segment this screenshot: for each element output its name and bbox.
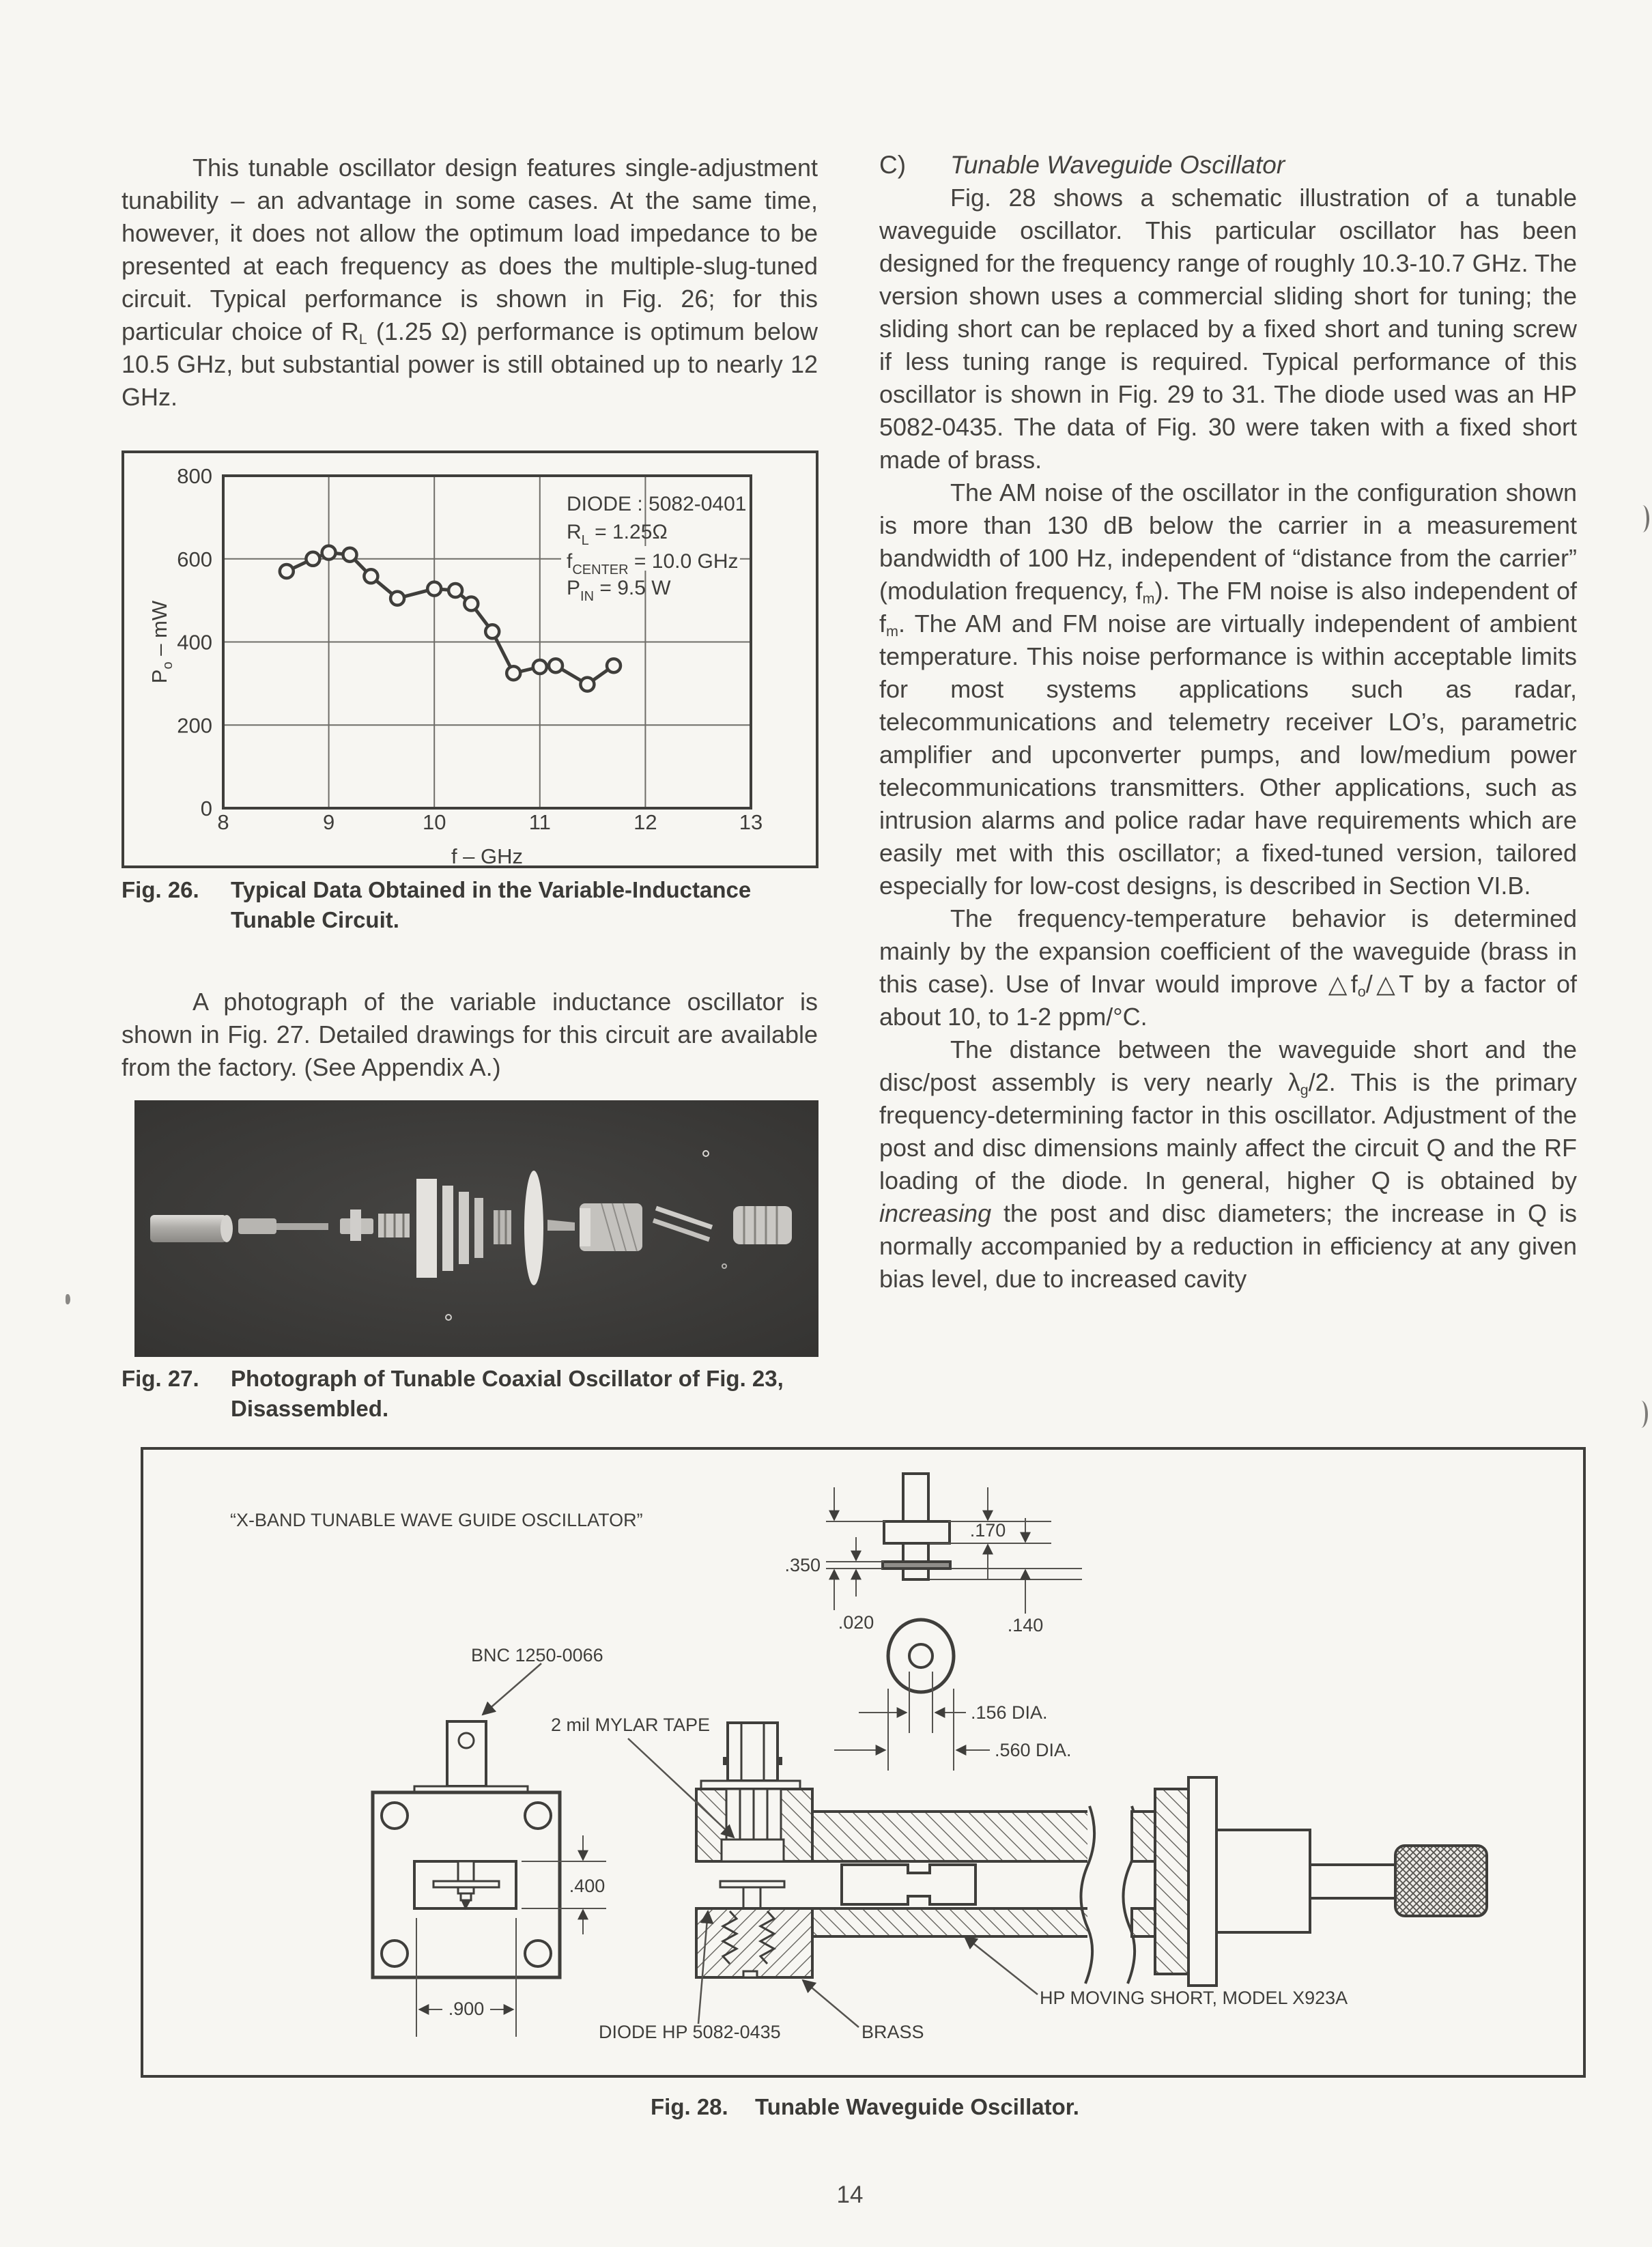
post-disc-detail: [883, 1474, 950, 1579]
legend-load-resistance: $R_L = 1.25\Omega$: [567, 521, 668, 548]
paragraph-text: This tunable oscillator design features single-adjustment tunability – an advantage in some cases. At the same time, however, it does not allow the optimum load impedance to be presented at each frequency as does the multiple-slug-tuned circuit. Typical performance is shown in Fig. 26; for this particular choice of R: [122, 154, 818, 345]
x-tick-label: 12: [633, 810, 657, 834]
x-tick-label: 10: [422, 810, 446, 834]
dim-400: .400: [569, 1876, 606, 1896]
paragraph-text: ). The FM noise is also independent of f: [879, 577, 1578, 638]
data-point: [533, 660, 547, 674]
knurled-knob: [1395, 1846, 1487, 1916]
data-point: [507, 666, 520, 680]
figure-label: Fig. 27.: [122, 1366, 199, 1391]
figure-caption-text: Typical Data Obtained in the Variable-Inductance Tunable Circuit.: [231, 877, 752, 932]
figure-26-chart: [122, 450, 818, 868]
label-bnc: BNC 1250-0066: [471, 1645, 603, 1665]
subscript: m: [1142, 590, 1155, 607]
x-tick-label: 11: [528, 810, 551, 834]
subscript: L: [358, 330, 367, 348]
paragraph-text: /2. This is the primary frequency-determining factor in this oscillator. Adjustment of the post and disc dimensions mainly affect the circuit Q and the RF loading of the diode. In general, higher Q is obtained by: [879, 1068, 1577, 1194]
data-point: [306, 552, 319, 566]
paragraph: [879, 1033, 1577, 1296]
paragraph-text: the post and disc diameters; the increase in Q is normally accompanied by a reduction in efficiency at any given bias level, due to increased cavity: [879, 1199, 1577, 1293]
x-tick-label: 8: [217, 810, 229, 834]
legend-center-frequency: $f_{CENTER} = 10.0$ GHz: [567, 550, 739, 577]
dim-560: .560 DIA.: [995, 1740, 1072, 1760]
data-point: [607, 659, 621, 672]
section-heading: [879, 149, 1577, 182]
data-point: [448, 584, 462, 597]
figure-27-photo: [134, 1100, 818, 1357]
figure-caption-text: Tunable Waveguide Oscillator.: [755, 2094, 1079, 2119]
left-column-paragraph-2: [122, 986, 818, 1084]
y-tick-label: 400: [177, 630, 212, 655]
y-tick-label: 600: [177, 547, 212, 571]
bnc-hole: [459, 1733, 474, 1748]
page-number: 14: [836, 2181, 864, 2208]
dim-350: .350: [784, 1555, 821, 1575]
dim-156: .156 DIA.: [971, 1702, 1048, 1723]
figure-27-caption: [122, 1364, 818, 1424]
y-tick-label: 800: [177, 464, 212, 488]
figure-label: Fig. 28.: [651, 2094, 728, 2119]
paragraph: Fig. 28 shows a schematic illustration of a tunable waveguide oscillator. This particular oscillator has been designed for the frequency range of roughly 10.3-10.7 GHz. The version shown uses a commercial sliding short for tuning; the sliding short can be replaced by a fixed short and tuning screw if less tuning range is required. Typical performance of this oscillator is shown in Fig. 29 to 31. The diode used was an HP 5082-0435. The data of Fig. 30 were taken with a fixed short made of brass.: [879, 184, 1577, 474]
emphasized-word: increasing: [879, 1199, 992, 1227]
dim-900: .900: [448, 1999, 485, 2019]
data-point: [427, 582, 441, 596]
x-tick-label: 9: [322, 810, 335, 834]
paragraph-text: (1.25 Ω) performance is optimum below 10.5 GHz, but substantial power is still obtained up to nearly 12 GHz.: [122, 317, 818, 411]
subscript: g: [1300, 1081, 1309, 1099]
paragraph-text: The AM noise of the oscillator in the configuration shown is more than 130 dB below the carrier in a measurement bandwidth of 100 Hz, independent of “distance from the carrier” (modulation frequency, f: [879, 478, 1577, 605]
moving-short: [1155, 1777, 1487, 1986]
label-brass: BRASS: [861, 2022, 924, 2042]
data-point: [580, 678, 594, 691]
y-axis-label: $P_o$ – mW: [147, 600, 175, 684]
scan-artifact: [1634, 1401, 1648, 1428]
y-tick-label: 0: [200, 797, 212, 820]
detail-extension-lines: [826, 1487, 1082, 1614]
paragraph: A photograph of the variable inductance oscillator is shown in Fig. 27. Detailed drawings for this circuit are available from the factory. (See Appendix A.): [122, 988, 818, 1081]
paragraph: [879, 902, 1577, 1033]
dim-170: .170: [969, 1520, 1006, 1541]
dim-140: .140: [1007, 1615, 1044, 1635]
label-moving-short: HP MOVING SHORT, MODEL X923A: [1040, 1988, 1348, 2008]
data-point: [364, 569, 378, 583]
data-point: [464, 597, 478, 611]
data-point: [343, 548, 357, 562]
data-point: [549, 659, 562, 672]
photo-disassembled-oscillator: [134, 1100, 818, 1357]
subscript: o: [1357, 983, 1366, 1001]
paragraph-text: /△T by a factor of about 10, to 1-2 ppm/°C.: [879, 970, 1578, 1031]
figure-28-diagram: [141, 1447, 1586, 2078]
y-tick-label: 200: [177, 713, 212, 738]
dim-020: .020: [838, 1612, 874, 1633]
figure-26-caption: [122, 875, 777, 935]
x-axis-label: f – GHz: [451, 844, 524, 865]
paragraph: [122, 152, 818, 414]
paragraph-text: The frequency-temperature behavior is determined mainly by the expansion coefficient of the waveguide (brass in this case). Use of Invar would improve △f: [879, 904, 1577, 998]
label-diode: DIODE HP 5082-0435: [599, 2022, 781, 2042]
waveguide-oscillator-drawing: [143, 1450, 1583, 2075]
legend-diode: DIODE : 5082-0401: [567, 493, 747, 515]
subscript: m: [886, 622, 899, 640]
diagram-title: “X-BAND TUNABLE WAVE GUIDE OSCILLATOR”: [230, 1510, 643, 1530]
paragraph-text: The distance between the waveguide short and the disc/post assembly is very nearly λ: [879, 1035, 1577, 1096]
data-point: [280, 564, 294, 578]
left-column: [122, 152, 818, 414]
figure-caption-text: Photograph of Tunable Coaxial Oscillator of Fig. 23, Disassembled.: [231, 1366, 784, 1421]
data-point: [390, 592, 404, 605]
data-point: [485, 625, 499, 638]
legend-input-power: $P_{IN} = 9.5$ W: [567, 577, 671, 604]
figure-label: Fig. 26.: [122, 877, 199, 902]
data-point: [322, 546, 336, 560]
scan-artifact: [66, 1294, 70, 1304]
front-view: [373, 1721, 609, 2037]
disc-top-view: [834, 1620, 1072, 1771]
cross-section: [696, 1723, 1155, 1989]
section-title: Tunable Waveguide Oscillator: [950, 151, 1285, 179]
figure-28-caption: [651, 2092, 1079, 2122]
right-column: [879, 149, 1577, 1296]
paragraph: [879, 476, 1577, 902]
x-tick-label: 13: [739, 810, 763, 834]
label-mylar-tape: 2 mil MYLAR TAPE: [551, 1715, 711, 1735]
power-vs-frequency-chart: [124, 453, 816, 865]
data-line: [287, 553, 614, 685]
section-letter: C): [879, 151, 907, 179]
scan-artifact: [1636, 505, 1649, 532]
paragraph-text: . The AM and FM noise are virtually independent of ambient temperature. This noise performance is within acceptable limits for most systems applications such as radar, telecommunications and telemetry receiver LO’s, parametric amplifier and upconverter pumps, and low/medium power telecommunications transmitters. Other applications, such as intrusion alarms and police radar have requirements which are easily met with this oscillator; a fixed-tuned version, tailored especially for low-cost designs, is described in Section VI.B.: [879, 610, 1577, 900]
